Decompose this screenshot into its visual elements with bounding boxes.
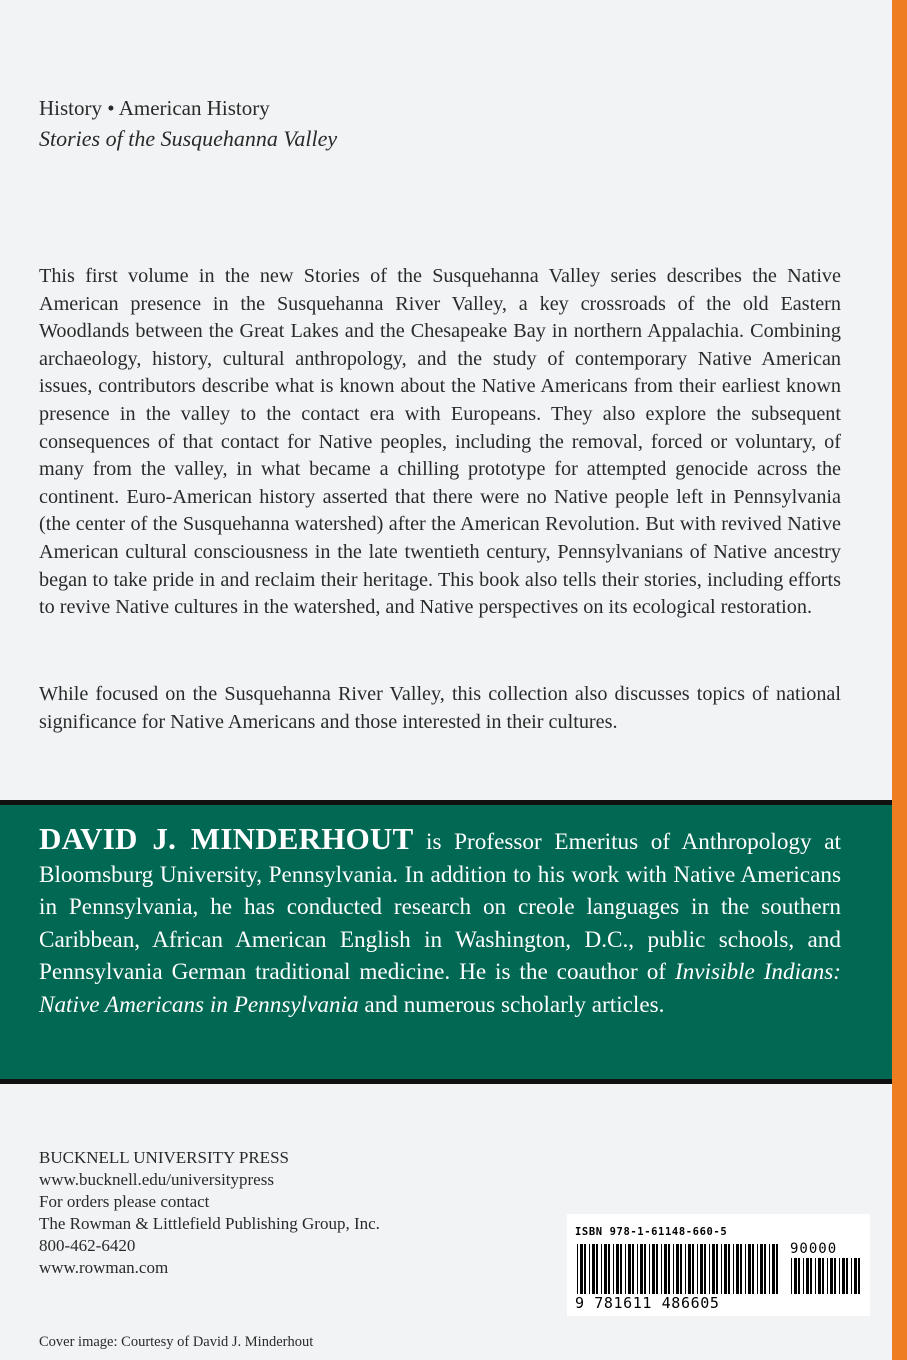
barcode-bar <box>772 1244 775 1294</box>
barcode-bar <box>716 1244 718 1294</box>
barcode-bar <box>733 1244 734 1294</box>
barcode-bar <box>740 1244 742 1294</box>
barcode-bar <box>596 1244 598 1294</box>
barcode-bar <box>757 1244 758 1294</box>
barcode-bar <box>724 1244 727 1294</box>
barcode-bar <box>851 1258 852 1294</box>
barcode-bar <box>577 1244 578 1294</box>
barcode-bar <box>839 1258 840 1294</box>
barcode-bar <box>745 1244 746 1294</box>
barcode-bar <box>656 1244 658 1294</box>
barcode-bar <box>842 1258 845 1294</box>
barcode-bar <box>644 1244 646 1294</box>
orders-label: For orders please contact <box>39 1192 210 1211</box>
barcode-bar <box>632 1244 634 1294</box>
barcode-bar <box>769 1244 770 1294</box>
barcode-bar <box>704 1244 706 1294</box>
author-bio <box>39 823 841 1022</box>
barcode-bar <box>637 1244 638 1294</box>
author-bio-ending: and numerous scholarly articles. <box>358 991 665 1018</box>
publisher-website: www.bucknell.edu/universitypress <box>39 1170 274 1189</box>
barcode-bar <box>858 1258 860 1294</box>
barcode-bar <box>652 1244 655 1294</box>
barcode-bar <box>764 1244 766 1294</box>
barcode-bar <box>604 1244 607 1294</box>
barcode-bar <box>834 1258 836 1294</box>
barcode-bar <box>827 1258 828 1294</box>
barcode-bar <box>818 1258 821 1294</box>
barcode-bar <box>589 1244 590 1294</box>
barcode-bar <box>601 1244 602 1294</box>
isbn-barcode <box>577 1244 782 1296</box>
barcode-bar <box>685 1244 686 1294</box>
barcode-bar <box>616 1244 619 1294</box>
distributor-website: www.rowman.com <box>39 1258 169 1277</box>
barcode-bar <box>697 1244 698 1294</box>
barcode-bar <box>625 1244 626 1294</box>
price-code: 90000 <box>790 1241 838 1257</box>
barcode-bar <box>676 1244 679 1294</box>
barcode-bar <box>640 1244 643 1294</box>
related-book-title: Invisible Indians: Native Americans in Pennsylvania <box>39 959 841 1018</box>
publisher-info <box>39 1147 479 1279</box>
barcode-bar <box>580 1244 583 1294</box>
barcode-bar <box>628 1244 631 1294</box>
spine-edge <box>892 0 907 1360</box>
barcode-bar <box>846 1258 848 1294</box>
barcode-bar <box>661 1244 662 1294</box>
barcode-bar <box>592 1244 595 1294</box>
barcode-bar <box>613 1244 614 1294</box>
description-paragraph: This first volume in the new Stories of the Susquehanna Valley series describes the Native American presence in the Susquehanna River Valley, a key crossroads of the old Eastern Woodlands between the Great Lakes and the Chesapeake Bay in northern Appalachia. Combining archaeology, history, cultural anthropology, and the study of contemporary Native American issues, contributors describe what is known about the Native Americans from their earliest known presence in the valley to the contact era with Europeans. They also explore the subsequent consequences of that contact for Native peoples, including the removal, forced or voluntary, of many from the valley, in what became a chilling prototype for attempted genocide across the continent. Euro-American history asserted that there were no Native people left in Pennsylvania (the center of the Susquehanna watershed) after the American Revolution. But with revived Native American cultural consciousness in the late twentieth century, Pennsylvanians of Native ancestry began to take pride in and reclaim their heritage. This book also tells their stories, including efforts to revive Native cultures in the watershed, and Native perspectives on its ecological restoration. <box>39 265 841 619</box>
barcode-bar <box>608 1244 610 1294</box>
description-summary: While focused on the Susquehanna River Valley, this collection also discusses topics of national significance for Native Americans and those interested in their cultures. <box>39 683 841 733</box>
barcode-bar <box>664 1244 667 1294</box>
cover-image-credit: Cover image: Courtesy of David J. Minderhout <box>39 1334 314 1350</box>
barcode-bar <box>798 1258 800 1294</box>
series-title: Stories of the Susquehanna Valley <box>39 126 338 151</box>
barcode-bar <box>791 1258 792 1294</box>
author-name: DAVID J. MINDERHOUT <box>39 821 414 856</box>
barcode-bar <box>822 1258 824 1294</box>
barcode-bar <box>806 1258 809 1294</box>
price-barcode <box>791 1258 863 1296</box>
barcode-bar <box>688 1244 691 1294</box>
barcode-bar <box>728 1244 730 1294</box>
barcode-bar <box>854 1258 857 1294</box>
barcode-bar <box>736 1244 739 1294</box>
barcode-bar <box>709 1244 710 1294</box>
barcode-digits: 9 781611 486605 <box>575 1294 720 1312</box>
author-bio-text: is Professor Emeritus of Anthropology at Bloomsburg University, Pennsylvania. In addition to his work with Native Americans in Pennsylvania, he has conducted research on creole languages in the southern Caribbean, African American English in Washington, D.C., public schools, and Pennsylvania German traditional medicine. He is the coauthor of <box>39 829 841 986</box>
barcode-bar <box>673 1244 674 1294</box>
barcode-bar <box>810 1258 812 1294</box>
barcode-bar <box>776 1244 778 1294</box>
barcode-bar <box>815 1258 816 1294</box>
barcode-bar <box>721 1244 722 1294</box>
barcode-bar <box>692 1244 694 1294</box>
barcode-bar <box>668 1244 670 1294</box>
barcode-bar <box>760 1244 763 1294</box>
barcode-bar <box>830 1258 833 1294</box>
barcode-bar <box>584 1244 586 1294</box>
subject-categories: History • American History <box>39 96 270 120</box>
barcode-bar <box>620 1244 622 1294</box>
barcode-bar <box>748 1244 751 1294</box>
barcode-bar <box>752 1244 754 1294</box>
isbn-label: ISBN 978-1-61148-660-5 <box>575 1226 728 1238</box>
barcode-bar <box>803 1258 804 1294</box>
barcode-bar <box>680 1244 682 1294</box>
publisher-name: BUCKNELL UNIVERSITY PRESS <box>39 1148 289 1167</box>
barcode-bar <box>712 1244 715 1294</box>
distributor-phone: 800-462-6420 <box>39 1236 136 1255</box>
barcode-bar <box>794 1258 797 1294</box>
distributor-name: The Rowman & Littlefield Publishing Group, Inc. <box>39 1214 380 1233</box>
barcode-bar <box>649 1244 650 1294</box>
barcode-bar <box>700 1244 703 1294</box>
